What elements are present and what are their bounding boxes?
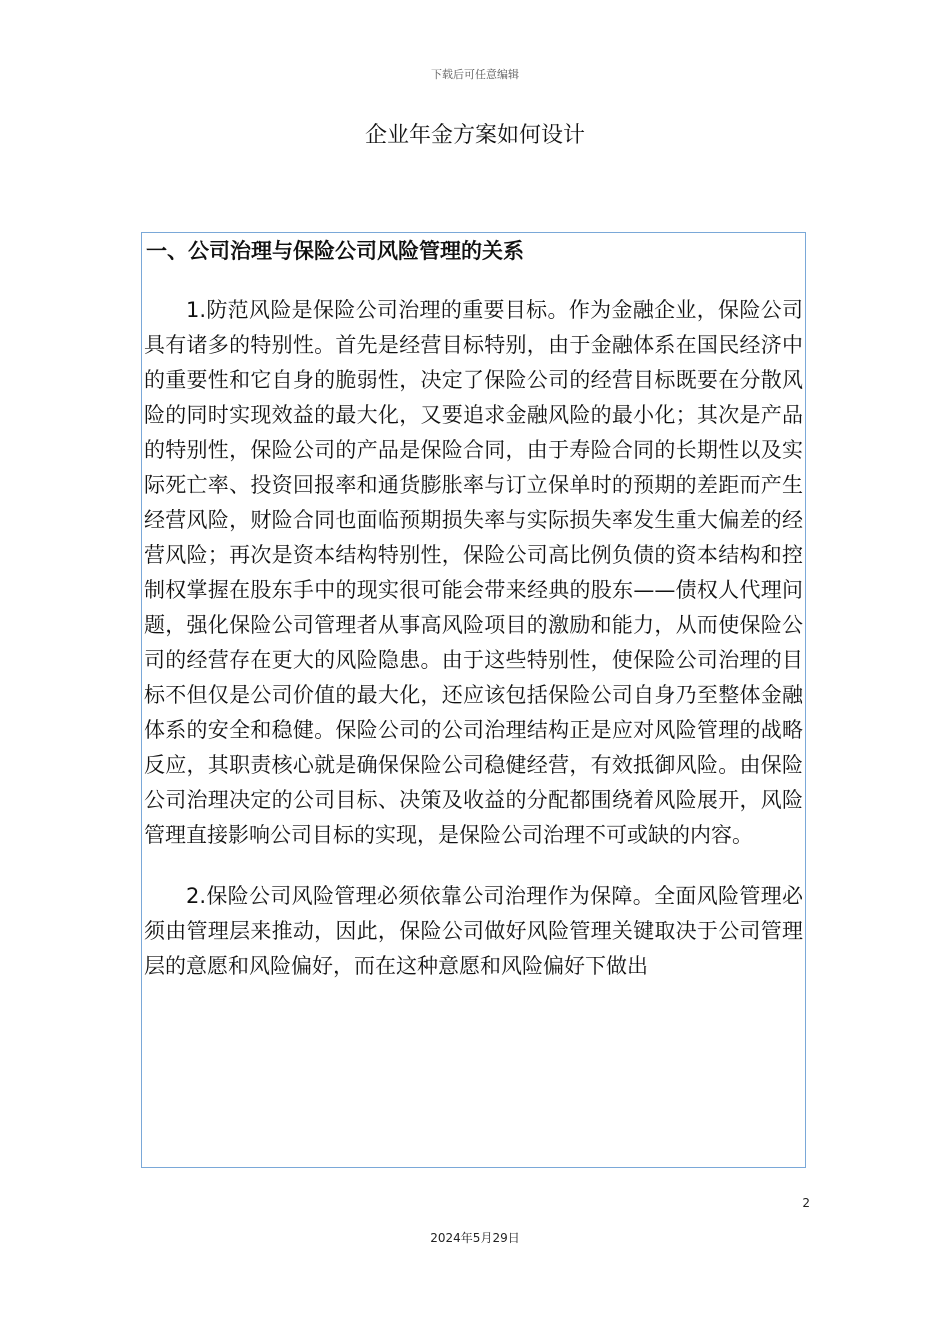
section-heading: 一、公司治理与保险公司风险管理的关系 bbox=[146, 239, 524, 263]
page-number: 2 bbox=[802, 1196, 810, 1210]
footer-date: 2024年5月29日 bbox=[430, 1231, 520, 1245]
paragraph-2: 2.保险公司风险管理必须依靠公司治理作为保障。全面风险管理必须由管理层来推动，因此，保险公司做好风险管理关键取决于公司管理层的意愿和风险偏好，而在这种意愿和风险偏好下做出 bbox=[144, 884, 803, 978]
content-frame bbox=[141, 232, 806, 1168]
paragraph-1: 1.防范风险是保险公司治理的重要目标。作为金融企业，保险公司具有诸多的特别性。首先是经营目标特别，由于金融体系在国民经济中的重要性和它自身的脆弱性，决定了保险公司的经营目标既要在分散风险的同时实现效益的最大化，又要追求金融风险的最小化；其次是产品的特别性，保险公司的产品是保险合同，由于寿险合同的长期性以及实际死亡率、投资回报率和通货膨胀率与订立保单时的预期的差距而产生经营风险，财险合同也面临预期损失率与实际损失率发生重大偏差的经营风险；再次是资本结构特别性，保险公司高比例负债的资本结构和控制权掌握在股东手中的现实很可能会带来经典的股东——债权人代理问题，强化保险公司管理者从事高风险项目的激励和能力，从而使保险公司的经营存在更大的风险隐患。由于这些特别性，使保险公司治理的目标不但仅是公司价值的最大化，还应该包括保险公司自身乃至整体金融体系的安全和稳健。保险公司的公司治理结构正是应对风险管理的战略反应，其职责核心就是确保保险公司稳健经营，有效抵御风险。由保险公司治理决定的公司目标、决策及收益的分配都围绕着风险展开，风险管理直接影响公司目标的实现，是保险公司治理不可或缺的内容。 bbox=[144, 298, 803, 847]
header-note: 下载后可任意编辑 bbox=[431, 68, 519, 81]
document-title: 企业年金方案如何设计 bbox=[364, 123, 585, 148]
